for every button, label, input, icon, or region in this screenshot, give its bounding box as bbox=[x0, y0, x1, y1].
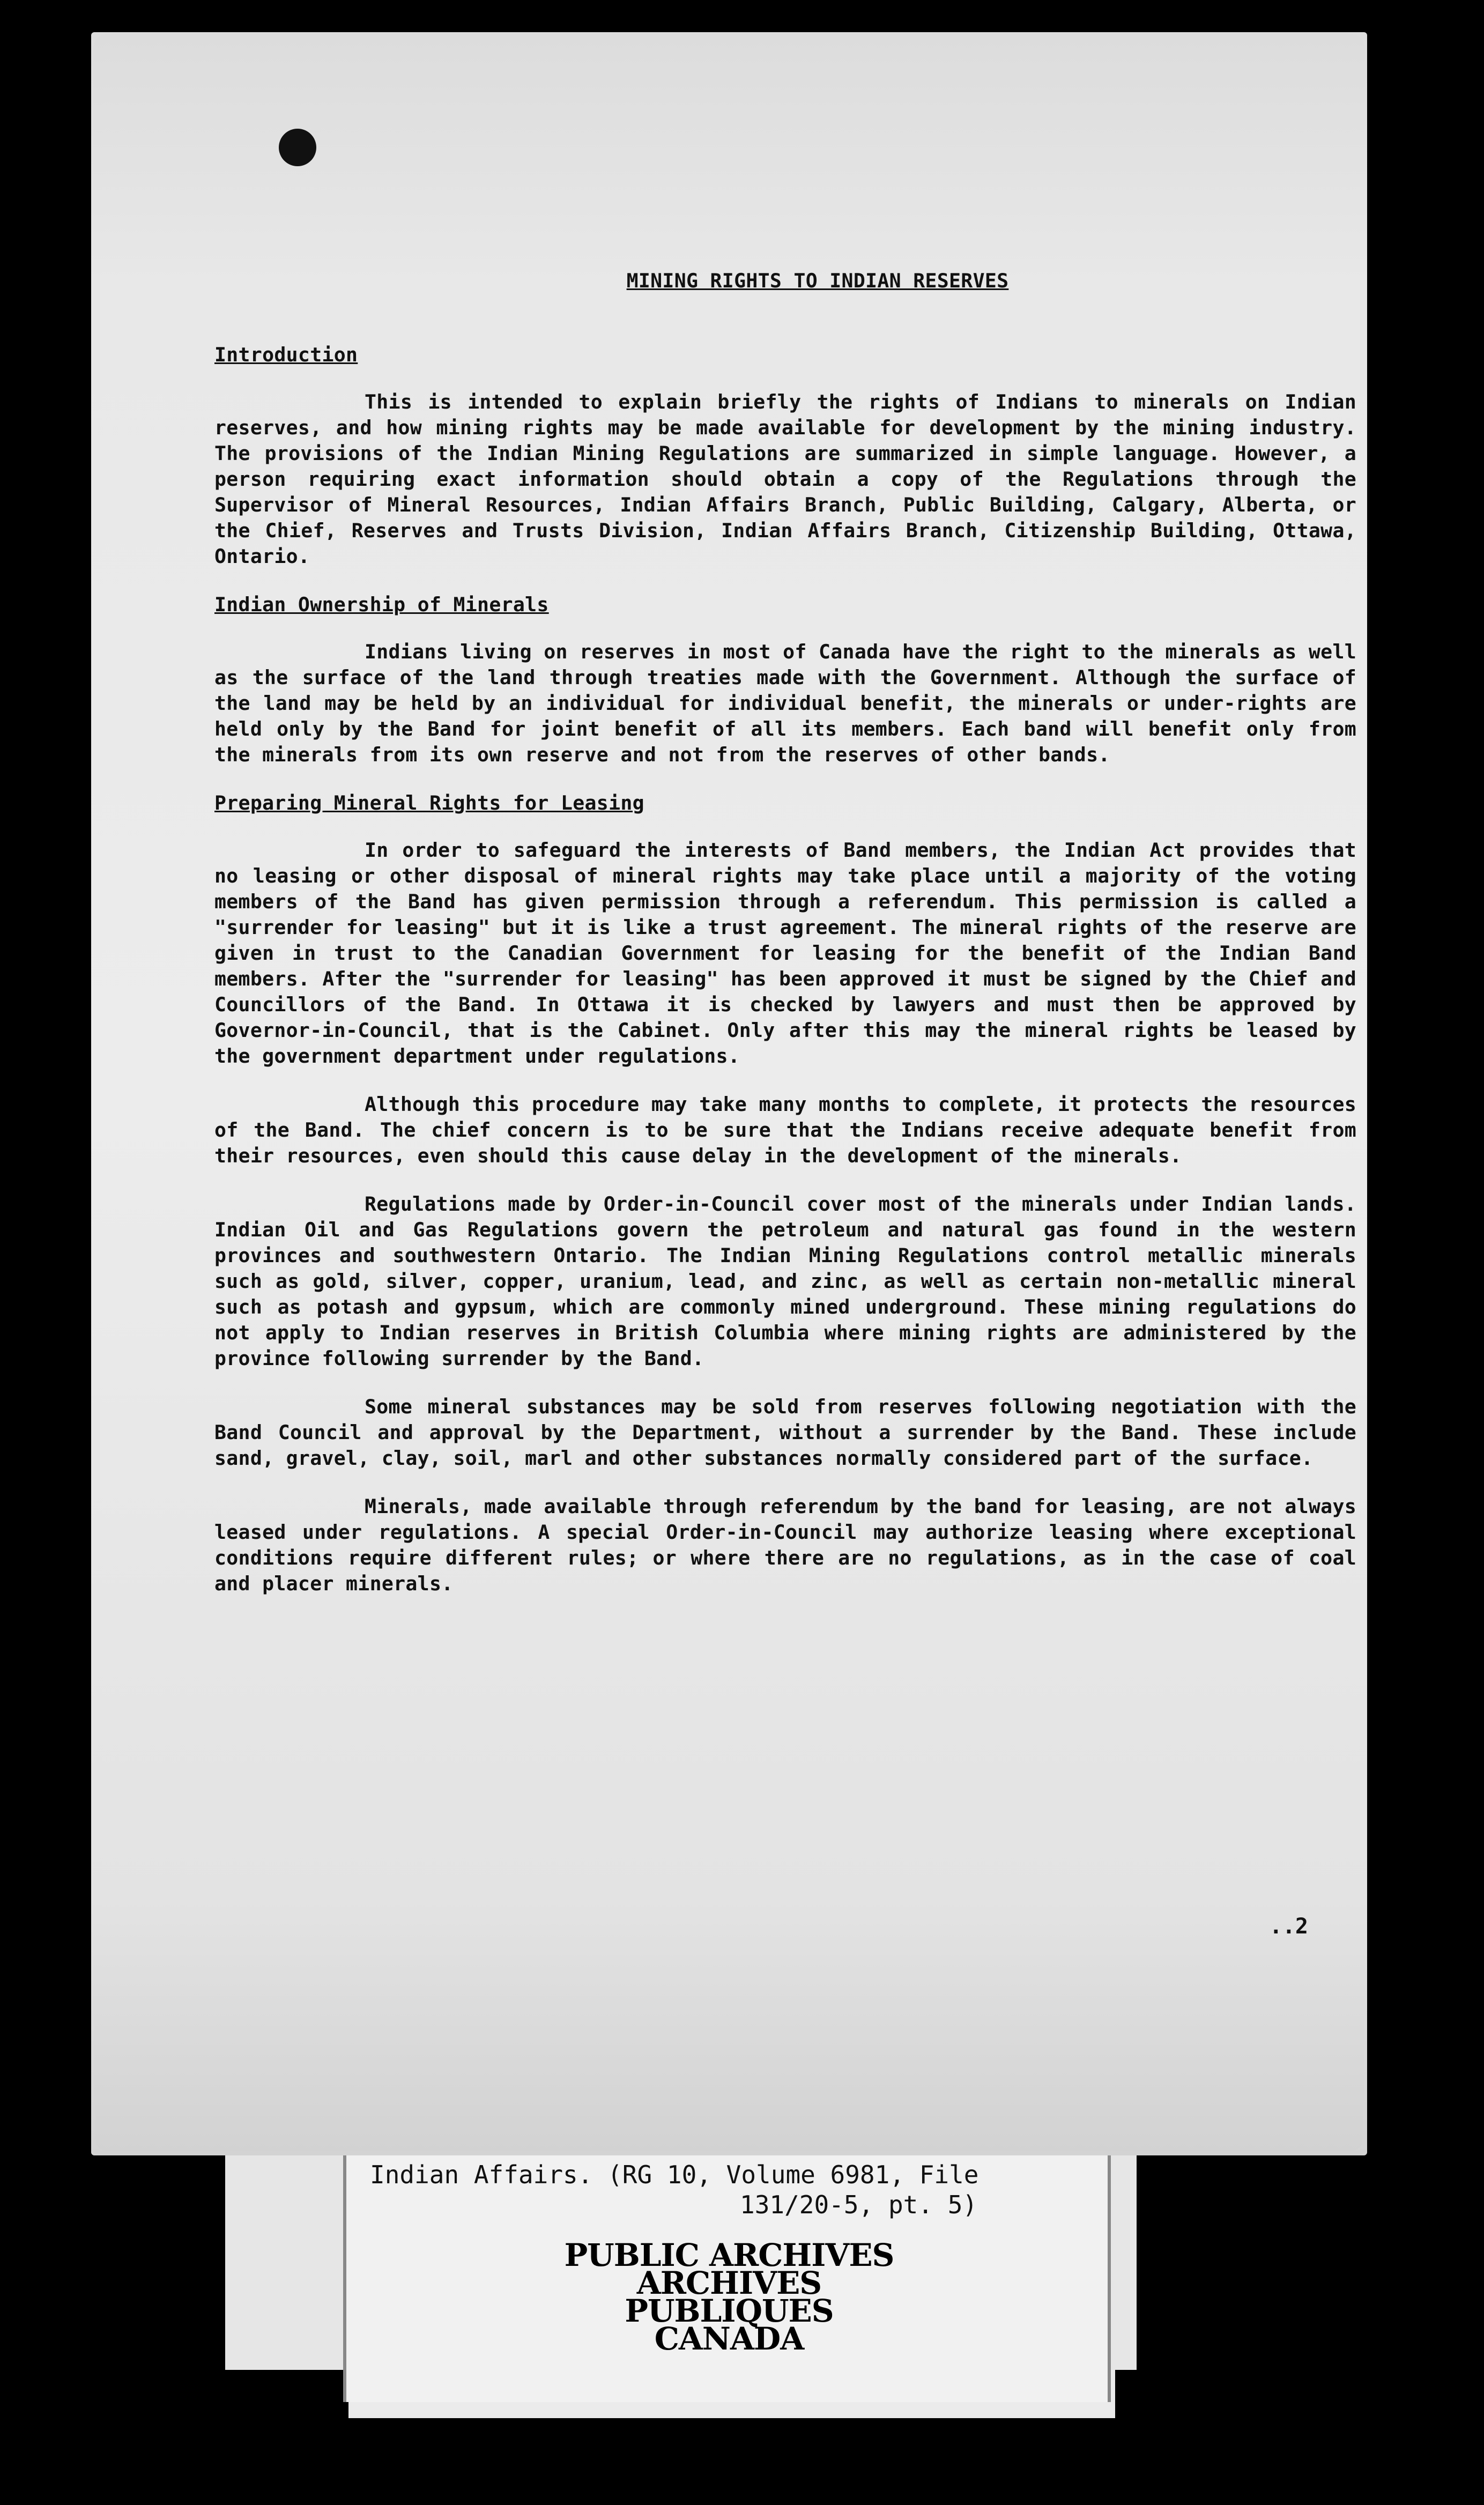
section-indian-ownership bbox=[214, 592, 1356, 768]
stamp-line: CANADA bbox=[654, 2321, 804, 2357]
paragraph: Although this procedure may take many months to complete, it protects the resources of the Band. The chief concern is to be sure that the Indians receive adequate benefit from their resources, even should this cause delay in the development of the minerals. bbox=[214, 1093, 1356, 1167]
paragraph: Some mineral substances may be sold from reserves following negotiation with the Band Council and approval by the Department, without a surrender by the Band. These include sand, gravel, clay, soil, marl and other substances normally considered part of the surface. bbox=[214, 1395, 1356, 1470]
paragraph: In order to safeguard the interests of Band members, the Indian Act provides that no leasing or other disposal of mineral rights may take place until a majority of the voting members of the Band has given permission through a referendum. This permission is called a "surrender for leasing" but it is like a trust agreement. The mineral rights of the reserve are given in trust to the Canadian Government for leasing for the benefit of the Indian Band members. After the "surrender for leasing" has been approved it must be signed by the Chief and Councillors of the Band. In Ottawa it is checked by lawyers and must then be approved by Governor-in-Council, that is the Cabinet. Only after this may the mineral rights be leased by the government department under regulations. bbox=[214, 839, 1356, 1068]
section-heading: Introduction bbox=[214, 343, 358, 366]
section-preparing-mineral-rights bbox=[214, 790, 1356, 1597]
document-title: MINING RIGHTS TO INDIAN RESERVES bbox=[626, 269, 1009, 292]
document-body bbox=[214, 268, 1356, 1619]
section-introduction bbox=[214, 342, 1356, 569]
paragraph: Regulations made by Order-in-Council cover most of the minerals under Indian lands. Indian Oil and Gas Regulations govern the petroleum and natural gas found in the western provinces and southwestern Ontario. The Indian Mining Regulations control metallic minerals such as gold, silver, copper, uranium, lead, and zinc, as well as certain non-metallic mineral such as potash and gypsum, which are commonly mined underground. These mining regulations do not apply to Indian reserves in British Columbia where mining rights are administered by the province following surrender by the Band. bbox=[214, 1192, 1356, 1370]
archive-reference-line-2: 131/20-5, pt. 5) bbox=[740, 2190, 978, 2219]
section-heading: Preparing Mineral Rights for Leasing bbox=[214, 791, 644, 814]
paragraph: Minerals, made available through referendum by the band for leasing, are not always leased under regulations. A special Order-in-Council may authorize leasing where exceptional conditions require different rules; or where there are no regulations, as in the case of coal and placer minerals. bbox=[214, 1495, 1356, 1595]
document-page bbox=[91, 32, 1367, 2155]
archive-stamp bbox=[536, 2237, 922, 2357]
punch-hole bbox=[279, 129, 316, 166]
stamp-line: PUBLIC ARCHIVES bbox=[564, 2237, 894, 2273]
paragraph: This is intended to explain briefly the rights of Indians to minerals on Indian reserves, and how mining rights may be made available for development by the mining industry. The provisions of the Indian Mining Regulations are summarized in simple language. However, a person requiring exact information should obtain a copy of the Regulations through the Supervisor of Mineral Resources, Indian Affairs Branch, Public Building, Calgary, Alberta, or the Chief, Reserves and Trusts Division, Indian Affairs Branch, Citizenship Building, Ottawa, Ontario. bbox=[214, 390, 1356, 568]
section-heading: Indian Ownership of Minerals bbox=[214, 593, 549, 616]
stamp-line: ARCHIVES PUBLIQUES bbox=[625, 2265, 834, 2329]
paragraph: Indians living on reserves in most of Canada have the right to the minerals as well as the surface of the land through treaties made with the Government. Although the surface of the land may be held by an individual for individual benefit, the minerals or under-rights are held only by the Band for joint benefit of all its members. Each band will benefit only from the minerals from its own reserve and not from the reserves of other bands. bbox=[214, 640, 1356, 766]
archive-reference-line-1: Indian Affairs. (RG 10, Volume 6981, File bbox=[370, 2160, 979, 2189]
page-number-marker: ..2 bbox=[1269, 1914, 1308, 1939]
